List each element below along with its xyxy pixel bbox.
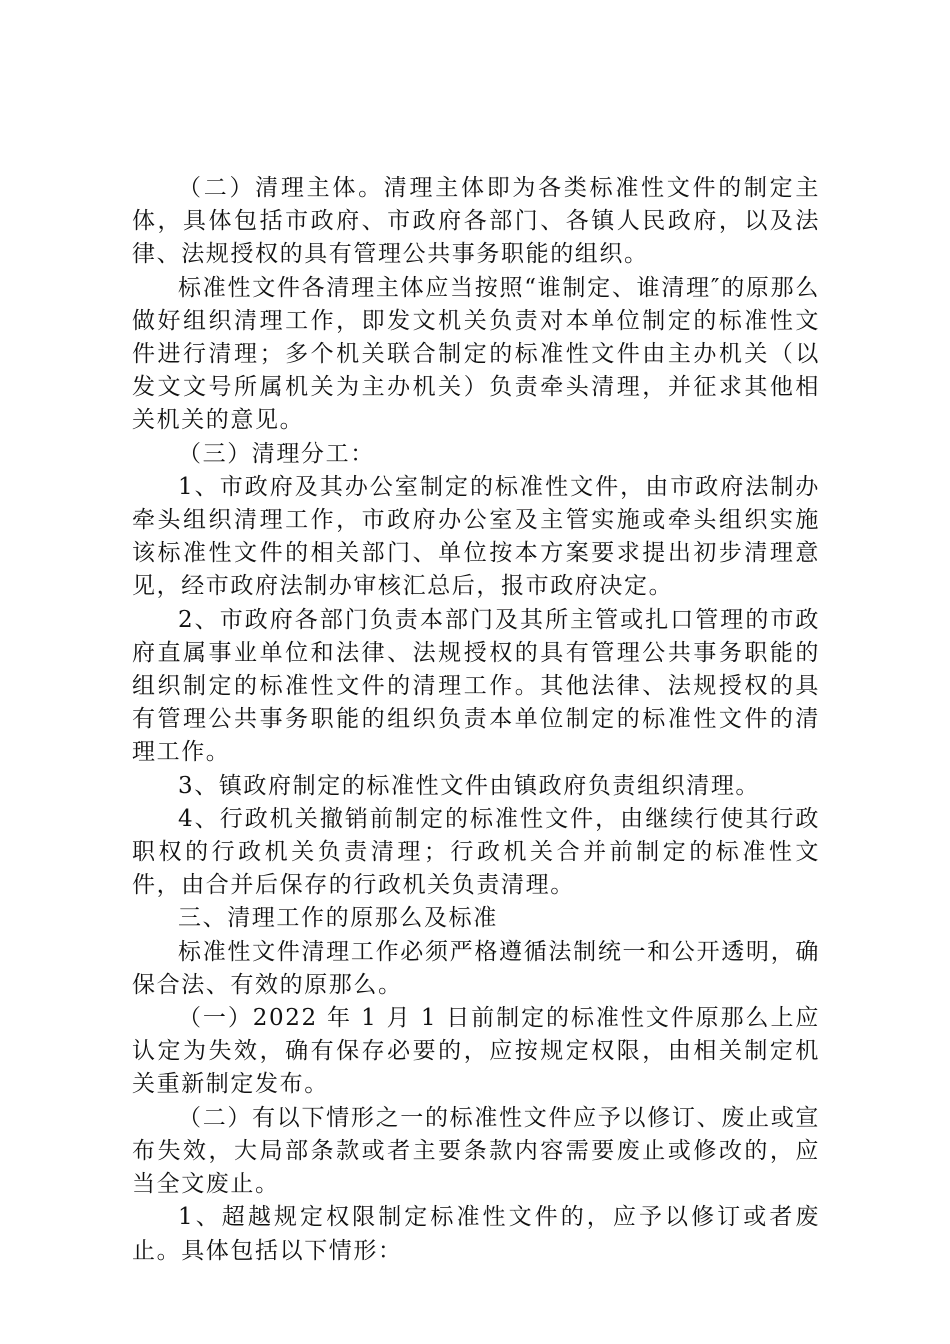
paragraph-division-item-4: 4、行政机关撤销前制定的标准性文件，由继续行使其行政职权的行政机关负责清理；行政机关合并前制定的标准性文件，由合并后保存的行政机关负责清理。 (132, 805, 820, 899)
paragraph-principle-1: （一）2022 年 1 月 1 日前制定的标准性文件原那么上应认定为失效，确有保存必要的，应按规定权限，由相关制定机关重新制定发布。 (132, 1005, 820, 1098)
paragraph-clearing-subject: （二）清理主体。清理主体即为各类标准性文件的制定主体，具体包括市政府、市政府各部门、各镇人民政府，以及法律、法规授权的具有管理公共事务职能的组织。 (132, 175, 820, 268)
paragraph-division-heading: （三）清理分工： (178, 440, 375, 467)
paragraph-principle-2: （二）有以下情形之一的标准性文件应予以修订、废止或宣布失效，大局部条款或者主要条款内容需要废止或修改的，应当全文废止。 (132, 1104, 820, 1198)
section-heading-principles: 三、清理工作的原那么及标准 (178, 905, 498, 932)
paragraph-principles-intro: 标准性文件清理工作必须严格遵循法制统一和公开透明，确保合法、有效的原那么。 (132, 938, 820, 998)
paragraph-division-item-1: 1、市政府及其办公室制定的标准性文件，由市政府法制办牵头组织清理工作，市政府办公室及主管实施或牵头组织实施该标准性文件的相关部门、单位按本方案要求提出初步清理意见，经市政府法制办审核汇总后，报市政府决定。 (132, 473, 820, 600)
paragraph-division-item-2: 2、市政府各部门负责本部门及其所主管或扎口管理的市政府直属事业单位和法律、法规授权的具有管理公共事务职能的组织制定的标准性文件的清理工作。其他法律、法规授权的具有管理公共事务职能的组织负责本单位制定的标准性文件的清理工作。 (132, 606, 820, 766)
document-body (132, 172, 820, 1268)
paragraph-clearing-principle: 标准性文件各清理主体应当按照“谁制定、谁清理″的原那么做好组织清理工作，即发文机关负责对本单位制定的标准性文件进行清理；多个机关联合制定的标准性文件由主办机关（以发文文号所属机关为主办机关）负责牵头清理，并征求其他相关机关的意见。 (132, 274, 820, 434)
paragraph-principle-2-item-1: 1、超越规定权限制定标准性文件的，应予以修订或者废止。具体包括以下情形： (132, 1204, 820, 1264)
paragraph-division-item-3: 3、镇政府制定的标准性文件由镇政府负责组织清理。 (178, 772, 761, 799)
